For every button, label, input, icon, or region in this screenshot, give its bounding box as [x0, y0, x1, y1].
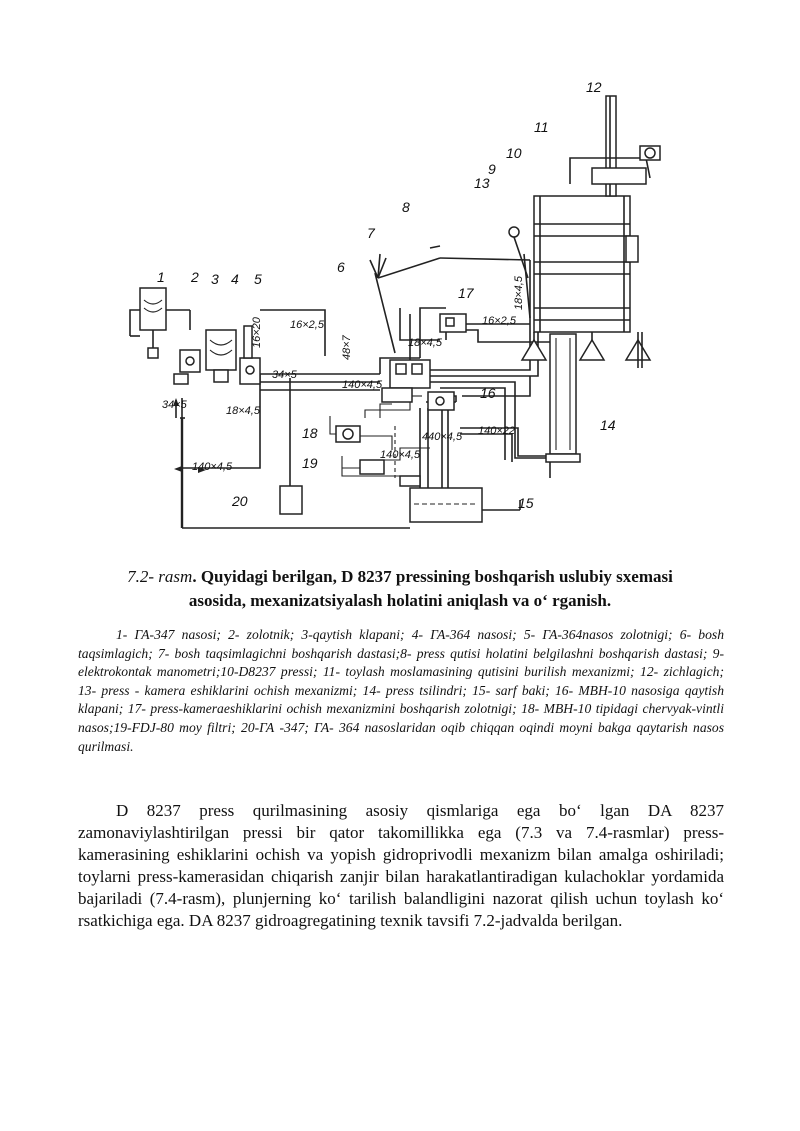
zolotnik-2	[174, 350, 200, 384]
filter-19	[360, 460, 384, 474]
label-18: 18	[302, 425, 318, 441]
label-11: 11	[534, 119, 549, 135]
dim-140x45-a: 140×4,5	[342, 379, 383, 391]
label-10: 10	[506, 145, 522, 161]
figure-caption	[60, 566, 740, 588]
label-16: 16	[480, 385, 496, 401]
label-7: 7	[367, 225, 375, 241]
caption-title-line2: asosida, mexanizatsiyalash holatini aniqlash va o‘ rganish.	[188, 591, 612, 610]
label-13: 13	[474, 175, 490, 191]
scheme-drawing	[110, 78, 700, 540]
dim-18x45-a: 18×4,5	[226, 405, 260, 417]
valve-16	[428, 392, 454, 410]
pump-4	[206, 330, 236, 382]
pump-1	[140, 288, 166, 358]
label-20: 20	[232, 493, 248, 509]
label-15: 15	[518, 495, 534, 511]
caption-number: 7.2- rasm	[127, 567, 193, 586]
label-4: 4	[231, 271, 239, 287]
caption-title: . Quyidagi berilgan, D 8237 pressining boshqarish uslubiy sxemasi	[192, 567, 673, 586]
dim-16x20: 16×20	[251, 317, 263, 348]
label-19: 19	[302, 455, 318, 471]
dim-34x5-a: 34×5	[272, 369, 297, 381]
dim-34x5-b: 34×5	[162, 399, 187, 411]
label-1: 1	[157, 269, 165, 285]
compactor-12	[570, 96, 660, 196]
figure-legend: 1- ГА-347 nasosi; 2- zolotnik; 3-qaytish klapani; 4- ГА-364 nasosi; 5- ГА-364nasos zolotnigi; 6- bosh taqsimlagich; 7- bosh taqsimlagichni boshqarish dastasi;8- press qutisi holatini belgilashni boshqarish dastasi; 9- elektrokontak manometri;10-D8237 pressi; 11- toylash moslamasining qutisini burilish mexanizmi; 12- zichlagich; 13- press - kamera eshiklarini ochish mexanizmi; 14- press tsilindri; 15- sarf baki; 16- МВН-10 nasosiga qaytish klapani; 17- press-kameraeshiklarini ochish mexanizmini boshqarish zolotnigi; 18- МВН-10 tipidagi chervyak-vintli nasos;19-FDJ-80 moy filtri; 20-ГА -347; ГА- 364 nasoslaridan oqib chiqqan oqindi moyni bakga qaytarish nasos qurilmasi.	[78, 627, 724, 754]
dim-440x45: 440×4,5	[422, 431, 463, 443]
dim-16x25-b: 16×2,5	[482, 315, 516, 327]
pump-20	[280, 486, 302, 514]
label-5: 5	[254, 271, 262, 287]
label-9: 9	[488, 161, 496, 177]
dim-18x45-b: 18×4,5	[408, 337, 442, 349]
label-8: 8	[402, 199, 410, 215]
hydraulic-scheme-figure	[110, 78, 700, 540]
dim-16x25-a: 16×2,5	[290, 319, 324, 331]
label-12: 12	[586, 79, 602, 95]
cylinder-14	[546, 334, 580, 462]
zolotnik-17	[440, 314, 466, 332]
label-14: 14	[600, 417, 616, 433]
tank-15	[400, 476, 482, 522]
dim-140x22: 140×22	[478, 425, 516, 437]
label-6: 6	[337, 259, 345, 275]
dim-140x45-c: 140×4,5	[380, 449, 421, 461]
dim-140x45-b: 140×4,5	[192, 461, 233, 473]
label-3: 3	[211, 271, 219, 287]
body-paragraph: D 8237 press qurilmasining asosiy qismlariga ega bo‘ lgan DA 8237 zamonaviylashtirilgan pressi bir qator takomillikka ega (7.3 va 7.4-rasmlar) press-kamerasining eshiklarini ochish va yopish gidroprivodli mexanizm bilan amalga oshiriladi; toylarni press-kamerasidan chiqarish zanjir bilan harakatlantiradigan kulachoklar yordamida bajariladi (7.4-rasm), plunjerning ko‘ tarilish balandligini nazorat qilish uchun toylash ko‘ rsatkichiga ega. DA 8237 gidroagregatining texnik tavsifi 7.2-jadvalda berilgan.	[78, 801, 724, 930]
label-17: 17	[458, 285, 474, 301]
dim-48x7: 48×7	[341, 335, 353, 360]
distributor-6	[382, 360, 430, 402]
dim-18x45-c: 18×4,5	[513, 276, 525, 310]
pump-18	[336, 426, 360, 442]
label-2: 2	[191, 269, 199, 285]
